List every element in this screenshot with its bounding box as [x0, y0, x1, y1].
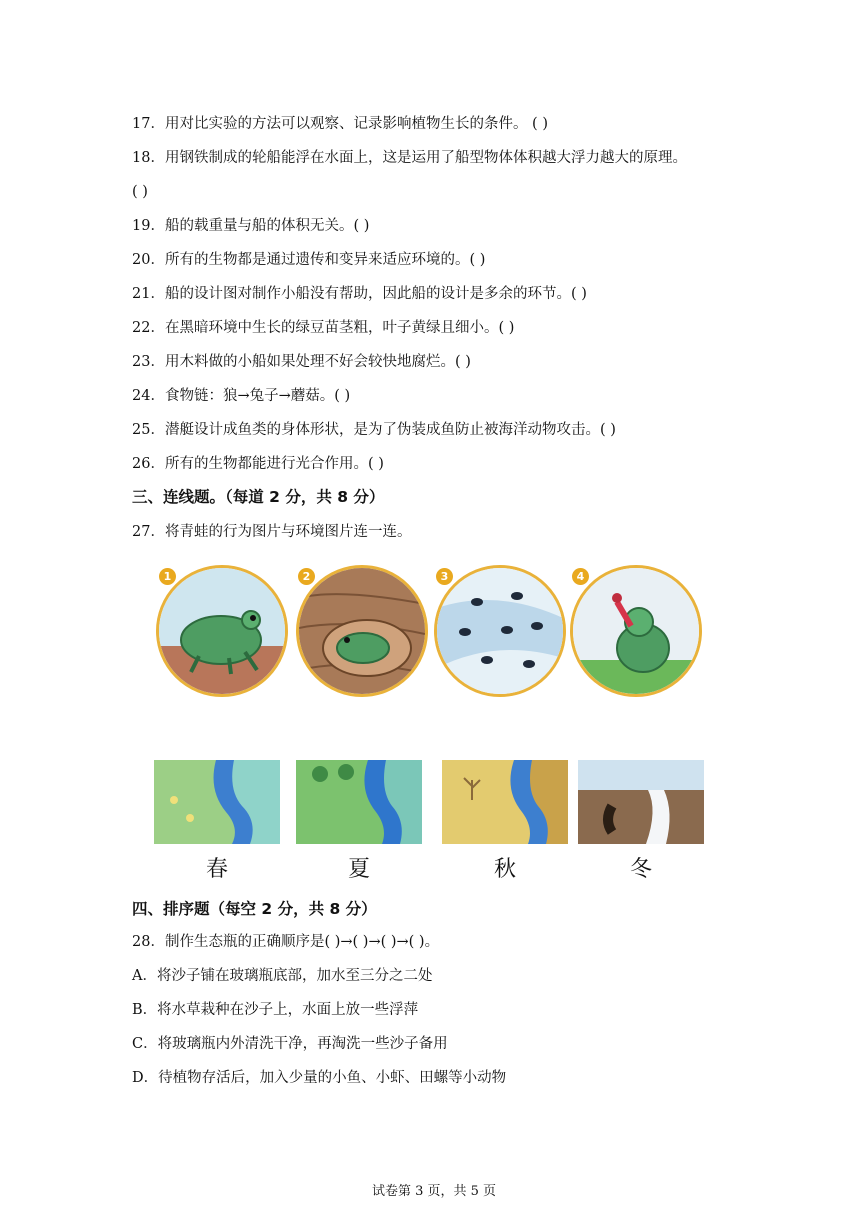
- option-d: D．待植物存活后，加入少量的小鱼、小虾、田螺等小动物: [132, 1070, 507, 1086]
- season-label-spring: 春: [205, 857, 228, 882]
- frog-behavior-image-3[interactable]: [434, 565, 566, 697]
- page-footer: 试卷第 3 页，共 5 页: [371, 1184, 497, 1199]
- question-18: 18．用钢铁制成的轮船能浮在水面上，这是运用了船型物体体积越大浮力越大的原理。: [132, 150, 687, 166]
- question-19: 19．船的载重量与船的体积无关。( ): [132, 218, 370, 234]
- summer-environment-image[interactable]: [296, 760, 422, 844]
- option-b: B．将水草栽种在沙子上，水面上放一些浮萍: [132, 1002, 419, 1018]
- question-18-blank: ( ): [132, 184, 148, 200]
- question-24: 24．食物链：狼→兔子→蘑菇。( ): [132, 388, 351, 404]
- season-label-autumn: 秋: [493, 857, 516, 882]
- section-3-heading: 三、连线题。（每道 2 分，共 8 分）: [132, 488, 385, 506]
- spring-environment-image[interactable]: [154, 760, 280, 844]
- question-22: 22．在黑暗环境中生长的绿豆苗茎粗，叶子黄绿且细小。( ): [132, 320, 515, 336]
- frog-behavior-image-2[interactable]: [296, 565, 428, 697]
- question-26: 26．所有的生物都能进行光合作用。( ): [132, 456, 384, 472]
- section-4-heading: 四、排序题（每空 2 分，共 8 分）: [132, 900, 377, 918]
- frog-behavior-image-4[interactable]: [570, 565, 702, 697]
- question-23: 23．用木料做的小船如果处理不好会较快地腐烂。( ): [132, 354, 471, 370]
- question-17: 17．用对比实验的方法可以观察、记录影响植物生长的条件。 ( ): [132, 116, 548, 132]
- season-label-summer: 夏: [347, 857, 370, 882]
- question-21: 21．船的设计图对制作小船没有帮助，因此船的设计是多余的环节。( ): [132, 286, 587, 302]
- question-20: 20．所有的生物都是通过遗传和变异来适应环境的。( ): [132, 252, 486, 268]
- question-25: 25．潜艇设计成鱼类的身体形状，是为了伪装成鱼防止被海洋动物攻击。( ): [132, 422, 616, 438]
- season-label-winter: 冬: [629, 857, 652, 882]
- badge-4: 4: [572, 568, 589, 585]
- option-a: A．将沙子铺在玻璃瓶底部，加水至三分之二处: [132, 968, 433, 984]
- autumn-environment-image[interactable]: [442, 760, 568, 844]
- option-c: C．将玻璃瓶内外清洗干净，再淘洗一些沙子备用: [132, 1036, 448, 1052]
- winter-environment-image[interactable]: [578, 760, 704, 844]
- frog-behavior-image-1[interactable]: [156, 565, 288, 697]
- badge-2: 2: [298, 568, 315, 585]
- question-28: 28．制作生态瓶的正确顺序是( )→( )→( )→( )。: [132, 934, 440, 950]
- badge-1: 1: [159, 568, 176, 585]
- badge-3: 3: [436, 568, 453, 585]
- question-27: 27．将青蛙的行为图片与环境图片连一连。: [132, 524, 412, 540]
